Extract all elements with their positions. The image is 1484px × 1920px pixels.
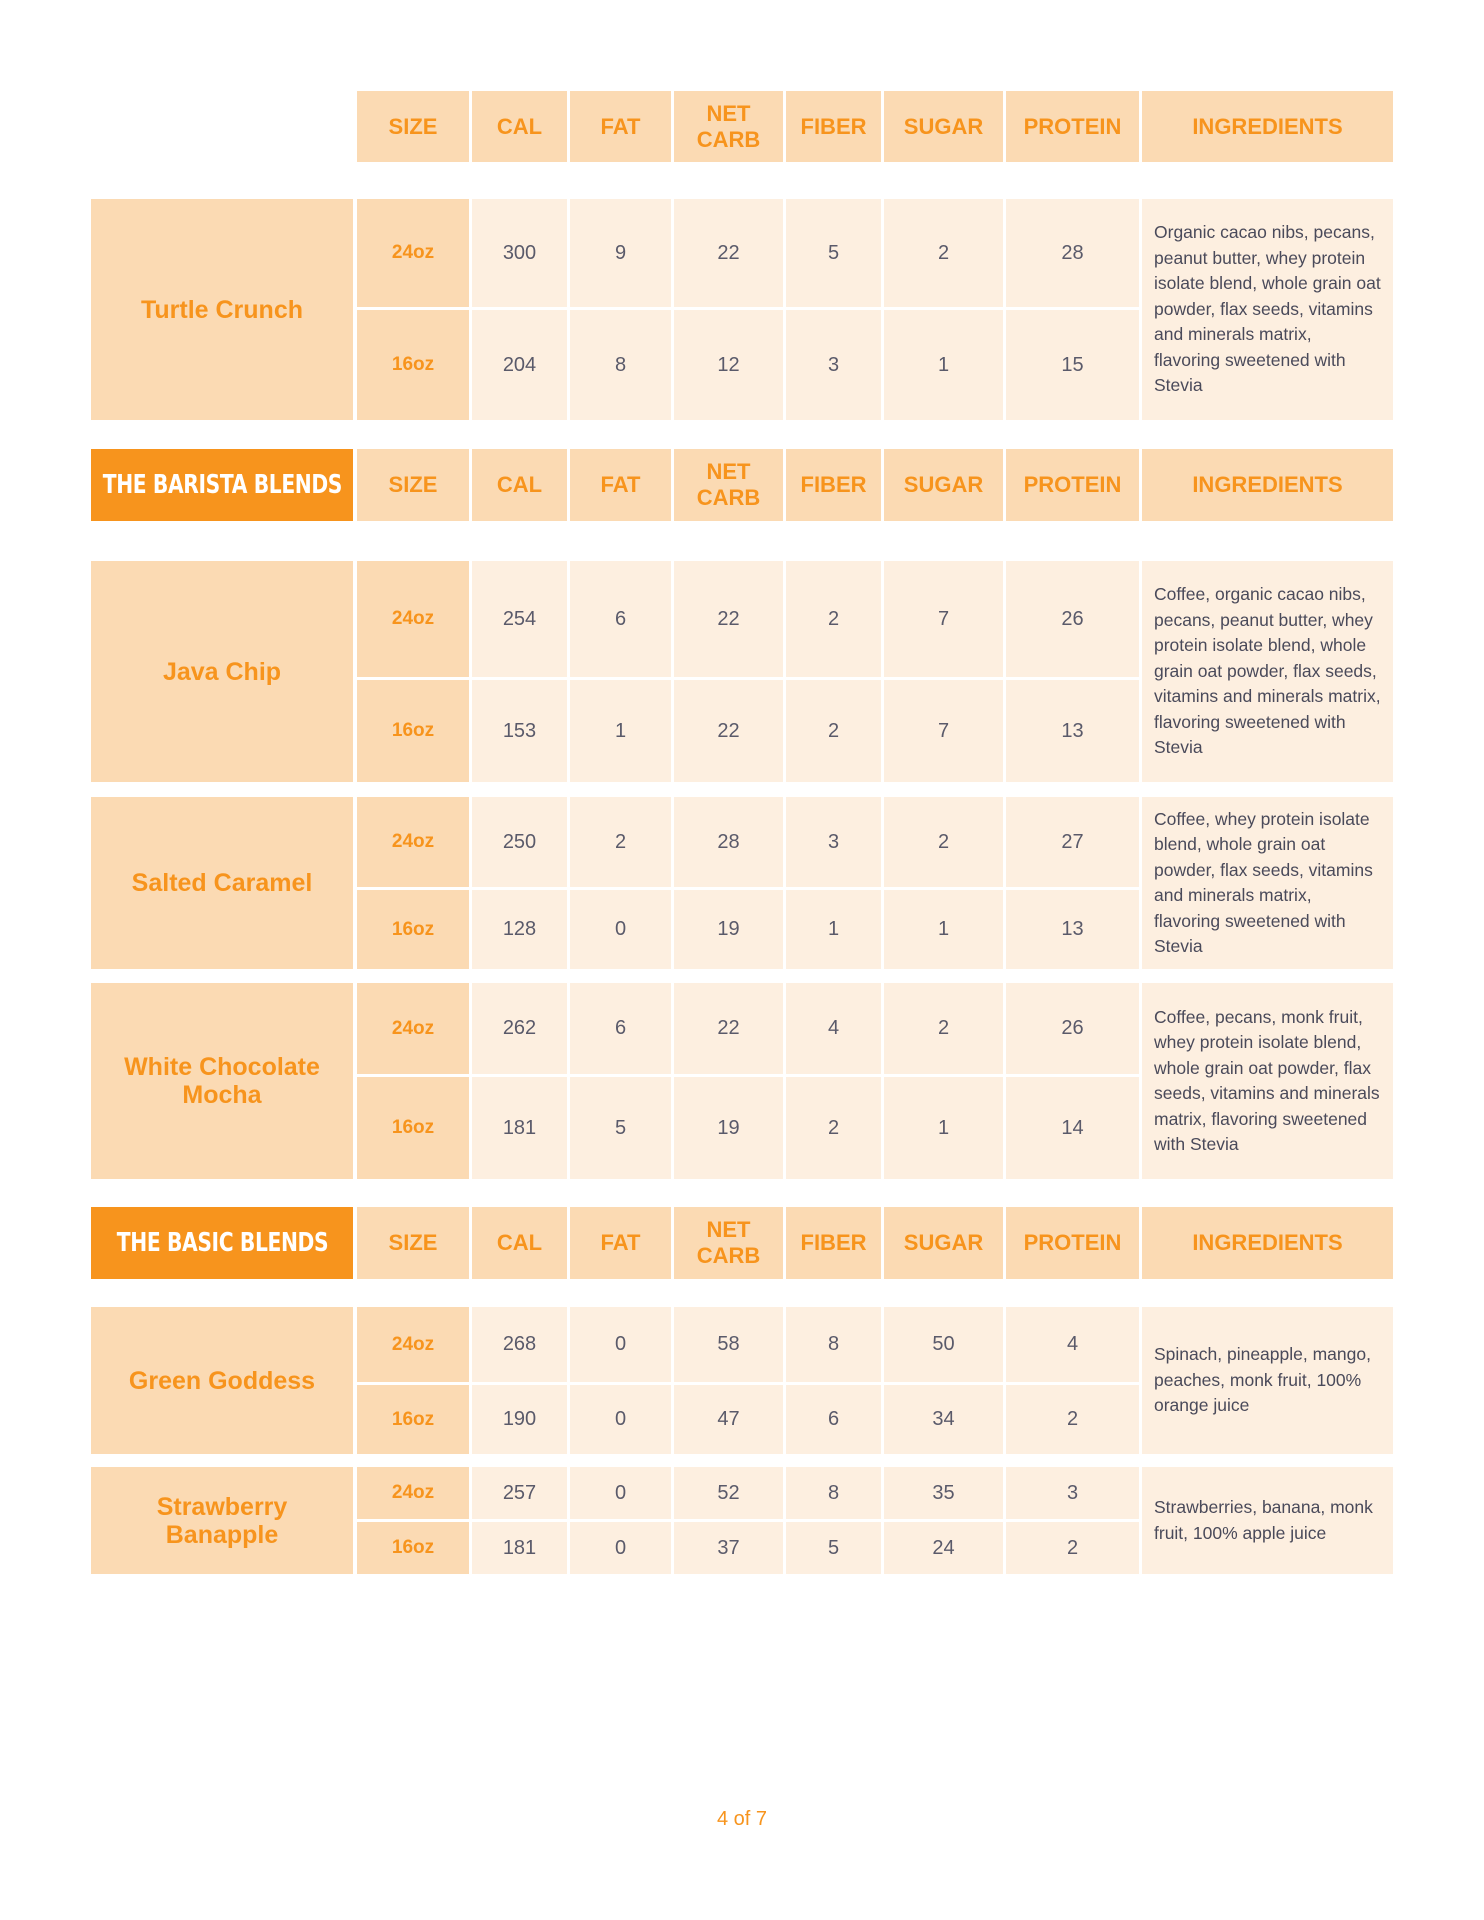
fat-cell: 0	[570, 890, 671, 969]
net-carb-cell: 12	[674, 310, 783, 420]
ingredients-cell: Coffee, pecans, monk fruit, whey protein isolate blend, whole grain oat powder, flax seeds, vitamins and minerals matrix, flavoring sweetened with Stevia	[1142, 983, 1393, 1179]
sugar-cell: 1	[884, 1077, 1003, 1179]
sugar-cell: 35	[884, 1467, 1003, 1519]
protein-cell: 3	[1006, 1467, 1139, 1519]
ingredients-cell: Coffee, organic cacao nibs, pecans, peanut butter, whey protein isolate blend, whole grain oat powder, flax seeds, vitamins and minerals matrix, flavoring sweetened with Stevia	[1142, 561, 1393, 782]
net-carb-cell: 28	[674, 797, 783, 887]
net-carb-cell: 37	[674, 1522, 783, 1574]
cal-cell: 268	[472, 1307, 567, 1382]
size-cell: 16oz	[357, 890, 469, 969]
product-name: Turtle Crunch	[91, 199, 353, 420]
header-ingredients: INGREDIENTS	[1142, 449, 1393, 521]
fat-cell: 0	[570, 1467, 671, 1519]
size-cell: 24oz	[357, 1307, 469, 1382]
header-ingredients: INGREDIENTS	[1142, 1207, 1393, 1279]
cal-cell: 181	[472, 1077, 567, 1179]
sugar-cell: 2	[884, 797, 1003, 887]
net-carb-cell: 22	[674, 199, 783, 307]
sugar-cell: 7	[884, 561, 1003, 677]
net-carb-cell: 19	[674, 890, 783, 969]
fiber-cell: 1	[786, 890, 881, 969]
fat-cell: 6	[570, 983, 671, 1074]
header-cal: CAL	[472, 449, 567, 521]
product-name: Java Chip	[91, 561, 353, 782]
cal-cell: 204	[472, 310, 567, 420]
header-fat: FAT	[570, 1207, 671, 1279]
header-net-carb: NET CARB	[674, 449, 783, 521]
page-number: 4 of 7	[716, 1808, 768, 1830]
fiber-cell: 3	[786, 310, 881, 420]
header-net-carb: NET CARB	[674, 91, 783, 162]
fat-cell: 0	[570, 1385, 671, 1454]
protein-cell: 28	[1006, 199, 1139, 307]
size-cell: 24oz	[357, 797, 469, 887]
header-sugar: SUGAR	[884, 449, 1003, 521]
sugar-cell: 24	[884, 1522, 1003, 1574]
fiber-cell: 6	[786, 1385, 881, 1454]
header-cal: CAL	[472, 1207, 567, 1279]
net-carb-cell: 58	[674, 1307, 783, 1382]
cal-cell: 257	[472, 1467, 567, 1519]
protein-cell: 13	[1006, 680, 1139, 782]
product-name: Salted Caramel	[91, 797, 353, 969]
fiber-cell: 5	[786, 1522, 881, 1574]
fiber-cell: 3	[786, 797, 881, 887]
cal-cell: 128	[472, 890, 567, 969]
size-cell: 16oz	[357, 680, 469, 782]
size-cell: 24oz	[357, 561, 469, 677]
protein-cell: 26	[1006, 983, 1139, 1074]
product-name: Strawberry Banapple	[91, 1467, 353, 1574]
sugar-cell: 2	[884, 983, 1003, 1074]
header-protein: PROTEIN	[1006, 1207, 1139, 1279]
net-carb-cell: 52	[674, 1467, 783, 1519]
ingredients-cell: Strawberries, banana, monk fruit, 100% apple juice	[1142, 1467, 1393, 1574]
section-title: THE BASIC BLENDS	[116, 1228, 328, 1258]
fat-cell: 0	[570, 1307, 671, 1382]
section-banner-barista	[91, 449, 353, 521]
sugar-cell: 7	[884, 680, 1003, 782]
net-carb-cell: 19	[674, 1077, 783, 1179]
fat-cell: 5	[570, 1077, 671, 1179]
size-cell: 24oz	[357, 983, 469, 1074]
header-size: SIZE	[357, 91, 469, 162]
protein-cell: 4	[1006, 1307, 1139, 1382]
cal-cell: 300	[472, 199, 567, 307]
fat-cell: 8	[570, 310, 671, 420]
fiber-cell: 8	[786, 1467, 881, 1519]
fat-cell: 6	[570, 561, 671, 677]
header-sugar: SUGAR	[884, 91, 1003, 162]
fiber-cell: 2	[786, 1077, 881, 1179]
size-cell: 16oz	[357, 1522, 469, 1574]
cal-cell: 153	[472, 680, 567, 782]
fiber-cell: 2	[786, 561, 881, 677]
fiber-cell: 5	[786, 199, 881, 307]
header-ingredients: INGREDIENTS	[1142, 91, 1393, 162]
protein-cell: 26	[1006, 561, 1139, 677]
fat-cell: 0	[570, 1522, 671, 1574]
section-banner-basic	[91, 1207, 353, 1279]
protein-cell: 2	[1006, 1522, 1139, 1574]
cal-cell: 262	[472, 983, 567, 1074]
fat-cell: 1	[570, 680, 671, 782]
header-fiber: FIBER	[786, 449, 881, 521]
size-cell: 16oz	[357, 1385, 469, 1454]
header-sugar: SUGAR	[884, 1207, 1003, 1279]
fiber-cell: 8	[786, 1307, 881, 1382]
header-net-carb: NET CARB	[674, 1207, 783, 1279]
product-name: Green Goddess	[91, 1307, 353, 1454]
fiber-cell: 4	[786, 983, 881, 1074]
sugar-cell: 34	[884, 1385, 1003, 1454]
fiber-cell: 2	[786, 680, 881, 782]
header-fat: FAT	[570, 91, 671, 162]
size-cell: 24oz	[357, 199, 469, 307]
ingredients-cell: Organic cacao nibs, pecans, peanut butter, whey protein isolate blend, whole grain oat powder, flax seeds, vitamins and minerals matrix, flavoring sweetened with Stevia	[1142, 199, 1393, 420]
net-carb-cell: 22	[674, 561, 783, 677]
section-title: THE BARISTA BLENDS	[102, 470, 342, 500]
header-cal: CAL	[472, 91, 567, 162]
header-fat: FAT	[570, 449, 671, 521]
cal-cell: 181	[472, 1522, 567, 1574]
cal-cell: 250	[472, 797, 567, 887]
cal-cell: 254	[472, 561, 567, 677]
protein-cell: 15	[1006, 310, 1139, 420]
header-fiber: FIBER	[786, 91, 881, 162]
sugar-cell: 50	[884, 1307, 1003, 1382]
sugar-cell: 2	[884, 199, 1003, 307]
header-protein: PROTEIN	[1006, 91, 1139, 162]
protein-cell: 27	[1006, 797, 1139, 887]
protein-cell: 14	[1006, 1077, 1139, 1179]
protein-cell: 2	[1006, 1385, 1139, 1454]
size-cell: 16oz	[357, 310, 469, 420]
header-fiber: FIBER	[786, 1207, 881, 1279]
ingredients-cell: Coffee, whey protein isolate blend, whole grain oat powder, flax seeds, vitamins and minerals matrix, flavoring sweetened with Stevia	[1142, 797, 1393, 969]
sugar-cell: 1	[884, 310, 1003, 420]
sugar-cell: 1	[884, 890, 1003, 969]
fat-cell: 2	[570, 797, 671, 887]
protein-cell: 13	[1006, 890, 1139, 969]
net-carb-cell: 22	[674, 680, 783, 782]
size-cell: 24oz	[357, 1467, 469, 1519]
cal-cell: 190	[472, 1385, 567, 1454]
header-protein: PROTEIN	[1006, 449, 1139, 521]
net-carb-cell: 22	[674, 983, 783, 1074]
net-carb-cell: 47	[674, 1385, 783, 1454]
header-size: SIZE	[357, 449, 469, 521]
product-name: White Chocolate Mocha	[91, 983, 353, 1179]
ingredients-cell: Spinach, pineapple, mango, peaches, monk fruit, 100% orange juice	[1142, 1307, 1393, 1454]
fat-cell: 9	[570, 199, 671, 307]
header-size: SIZE	[357, 1207, 469, 1279]
size-cell: 16oz	[357, 1077, 469, 1179]
